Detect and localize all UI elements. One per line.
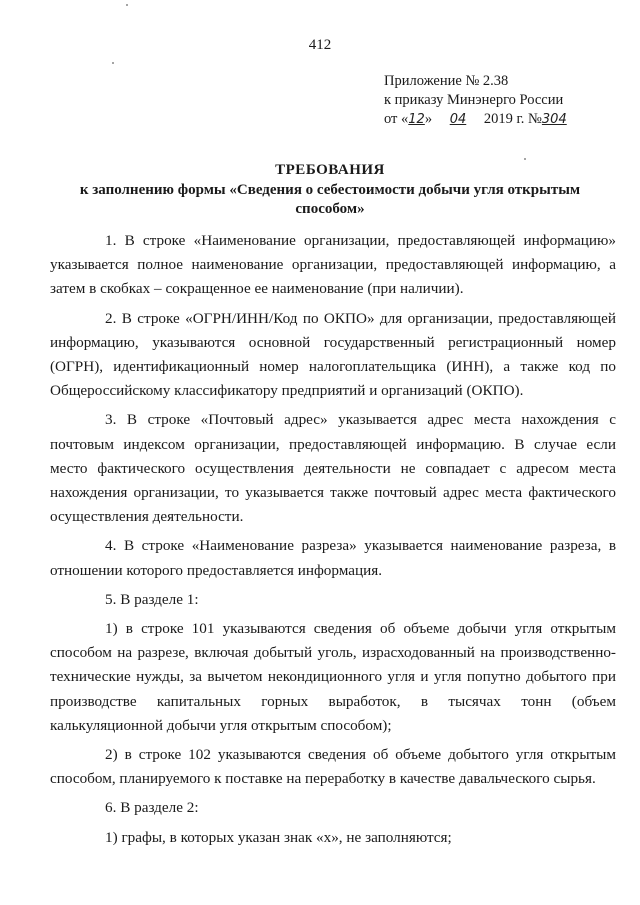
scan-speck bbox=[524, 158, 526, 160]
appendix-line-2: к приказу Минэнерго России bbox=[384, 92, 564, 108]
order-number: 304 bbox=[541, 112, 567, 127]
appendix-header bbox=[384, 72, 640, 129]
paragraph-2: 2. В строке «ОГРН/ИНН/Код по ОКПО» для организации, предоставляющей информацию, указываются основной государственный регистрационный номер (ОГРН), идентификационный номер налогоплательщика (ИНН), а также код по Общероссийскому классификатору предприятий и организаций (ОКПО). bbox=[50, 309, 616, 400]
paragraph-6-1: 1) графы, в которых указан знак «х», не заполняются; bbox=[105, 828, 452, 846]
date-month: 04 bbox=[449, 112, 467, 127]
paragraph-5: 5. В разделе 1: bbox=[105, 590, 199, 608]
paragraph-5-1: 1) в строке 101 указываются сведения об объеме добычи угля открытым способом на разрезе, включая добытый уголь, израсходованный на производственно-технические нужды, за вычетом некондиционного угля и угля попутно добытого при производстве капитальных горных выработок, в тысячах тонн (объем калькуляционной добычи угля открытым способом); bbox=[50, 620, 616, 734]
scan-speck bbox=[126, 4, 128, 6]
paragraph-6: 6. В разделе 2: bbox=[105, 799, 199, 817]
appendix-date-line bbox=[384, 110, 640, 129]
paragraph-5-2: 2) в строке 102 указываются сведения об объеме добытого угля открытым способом, планируемого к поставке на переработку в качестве давальческого сырья. bbox=[50, 746, 616, 788]
title-main: ТРЕБОВАНИЯ bbox=[275, 162, 385, 178]
date-year: 2019 г. № bbox=[480, 111, 542, 127]
date-day-suffix: » bbox=[424, 111, 436, 127]
date-prefix: от « bbox=[384, 111, 409, 127]
paragraph-4: 4. В строке «Наименование разреза» указывается наименование разреза, в отношении которого предоставляется информация. bbox=[50, 537, 616, 579]
document-body bbox=[50, 229, 616, 855]
document-title bbox=[50, 161, 610, 220]
appendix-line-1: Приложение № 2.38 bbox=[384, 73, 509, 89]
scan-speck bbox=[112, 62, 114, 64]
title-subtitle: к заполнению формы «Сведения о себестоимости добычи угля открытым способом» bbox=[79, 181, 581, 217]
page-number: 412 bbox=[308, 37, 332, 53]
paragraph-1: 1. В строке «Наименование организации, предоставляющей информацию» указывается полное наименование организации, предоставляющей информацию, а затем в скобках – сокращенное ее наименование (при наличии). bbox=[50, 232, 616, 298]
date-day: 12 bbox=[408, 112, 425, 127]
paragraph-3: 3. В строке «Почтовый адрес» указывается адрес места нахождения с почтовым индексом организации, предоставляющей информацию. В случае если место фактического осуществления деятельности не совпадает с адресом места нахождения организации, то указывается также почтовый адрес места фактического осуществления деятельности. bbox=[50, 411, 616, 526]
